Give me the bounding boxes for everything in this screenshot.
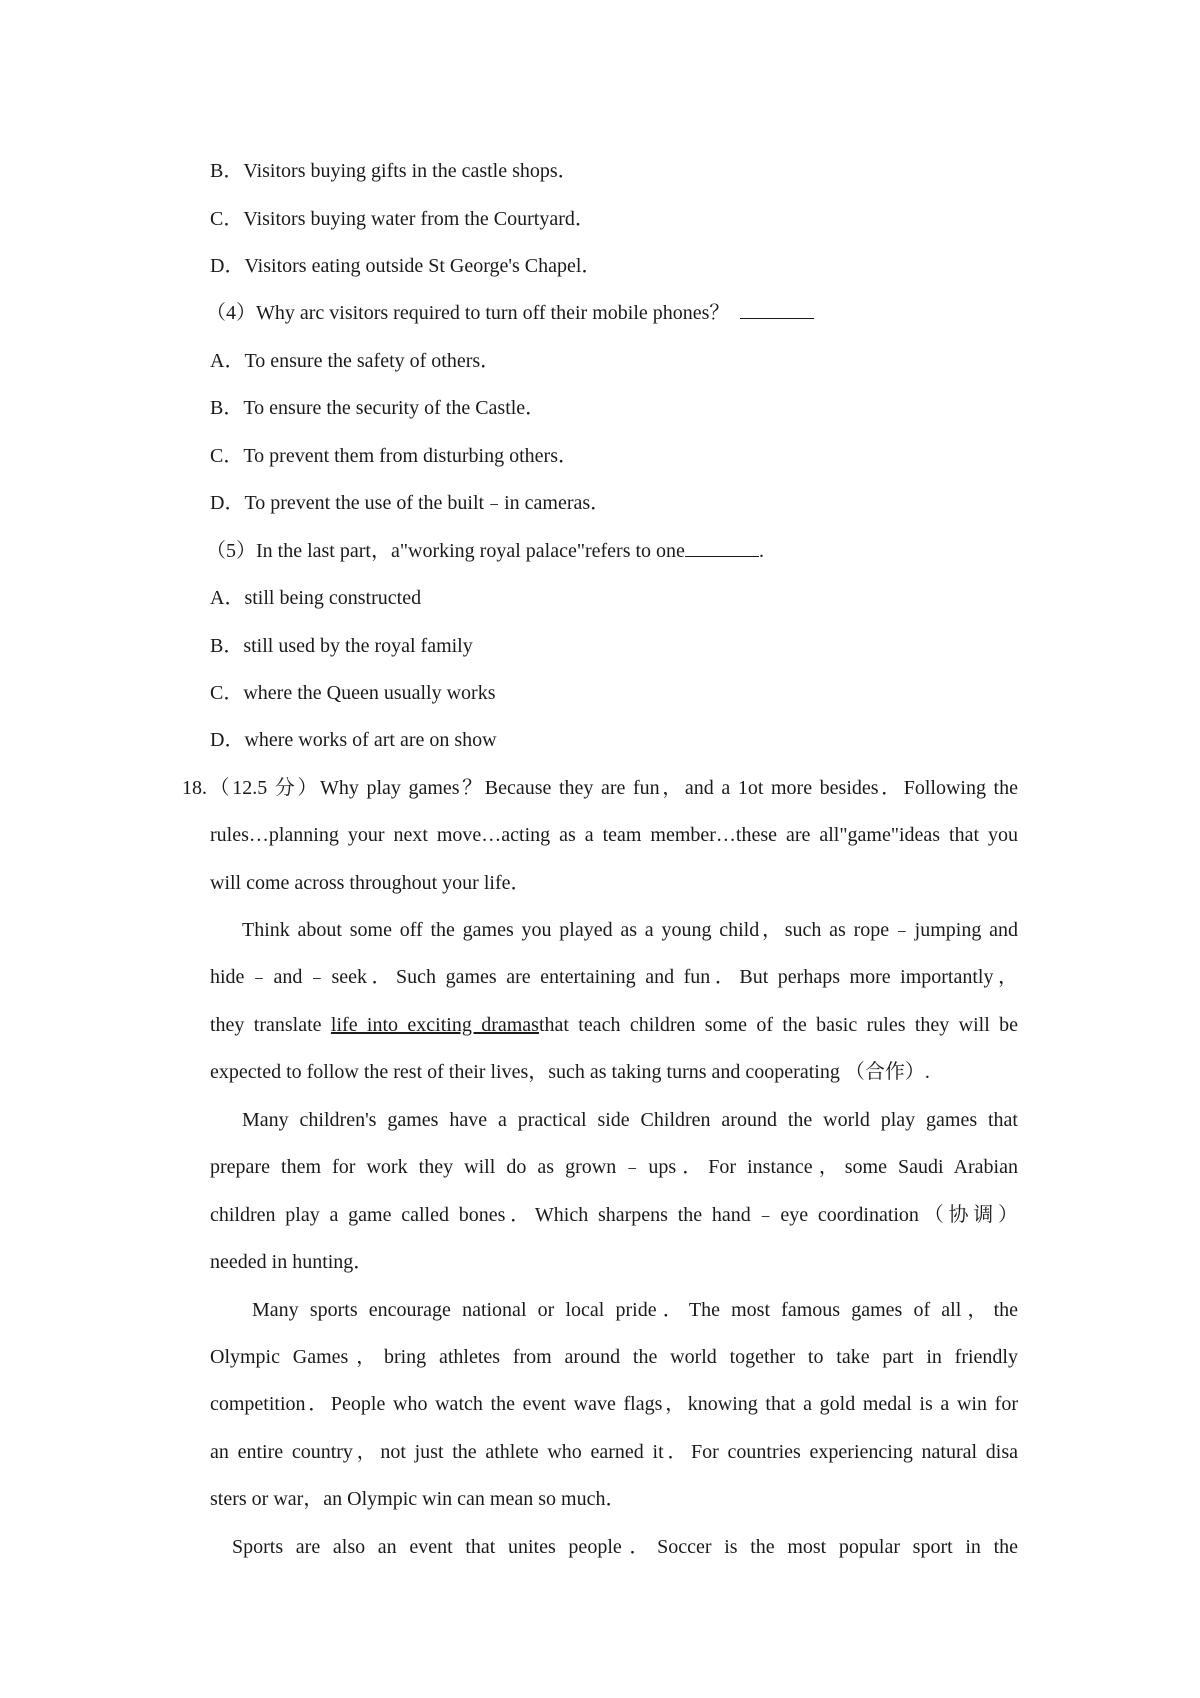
p2-line-4: needed in hunting． bbox=[210, 1251, 374, 1273]
q4-stem bbox=[206, 300, 814, 326]
p3-line-4: an entire country，not just the athlete who earned it．For countries experiencing natural disa bbox=[210, 1441, 1018, 1463]
p1-line-2: hide﹣and﹣seek．Such games are entertaining and fun．But perhaps more importantly， bbox=[210, 966, 1018, 988]
q4-stem-text: （4）Why arc visitors required to turn off their mobile phones？ bbox=[206, 302, 730, 324]
p2-line-2: prepare them for work they will do as grown﹣ups．For instance，some Saudi Arabian bbox=[210, 1156, 1018, 1178]
p3-line-5: sters or war，an Olympic win can mean so much． bbox=[210, 1488, 626, 1510]
q5-option-b: B．still used by the royal family bbox=[210, 635, 473, 657]
q18-line-1: 18.（12.5 分）Why play games？Because they are fun，and a 1ot more besides．Following the bbox=[182, 777, 1018, 799]
p1-line-3-post: that teach children some of the basic rules they will be bbox=[538, 1014, 1018, 1036]
p1-line-3 bbox=[210, 1012, 1018, 1038]
q5-option-a: A．still being constructed bbox=[210, 587, 422, 609]
q5-option-c: C．where the Queen usually works bbox=[210, 682, 496, 704]
p3-line-1: Many sports encourage national or local pride．The most famous games of all，the bbox=[252, 1299, 1018, 1321]
q3-option-c: C．Visitors buying water from the Courtyard． bbox=[210, 208, 595, 230]
p3-line-2: Olympic Games，bring athletes from around the world together to take part in friendly bbox=[210, 1346, 1018, 1368]
q5-answer-blank bbox=[685, 538, 759, 557]
q18-line-2: rules…planning your next move…acting as a team member…these are all"game"ideas that you bbox=[210, 824, 1018, 846]
p2-line-3: children play a game called bones．Which sharpens the hand﹣eye coordination（协调） bbox=[210, 1204, 1018, 1226]
q5-stem-text: （5）In the last part，a"working royal palace"refers to one bbox=[206, 540, 685, 562]
q5-option-d: D．where works of art are on show bbox=[210, 729, 497, 751]
p3-line-3: competition．People who watch the event wave flags，knowing that a gold medal is a win for bbox=[210, 1393, 1018, 1415]
q5-stem bbox=[206, 538, 764, 564]
p4-line-1: Sports are also an event that unites people．Soccer is the most popular sport in the bbox=[232, 1536, 1018, 1558]
p1-line-4: expected to follow the rest of their lives，such as taking turns and cooperating （合作）. bbox=[210, 1061, 930, 1083]
q4-option-d: D．To prevent the use of the built﹣in cameras． bbox=[210, 492, 611, 514]
p1-line-3-pre: they translate bbox=[210, 1014, 322, 1036]
p2-line-1: Many children's games have a practical side Children around the world play games that bbox=[242, 1109, 1018, 1131]
q4-option-c: C．To prevent them from disturbing others． bbox=[210, 445, 578, 467]
underlined-phrase: life into exciting dramas bbox=[330, 1014, 539, 1036]
q4-answer-blank bbox=[740, 300, 814, 319]
q18-line-3: will come across throughout your life． bbox=[210, 872, 531, 894]
q5-stem-end: . bbox=[758, 540, 764, 562]
q3-option-d: D．Visitors eating outside St George's Chapel． bbox=[210, 255, 602, 277]
q4-option-a: A．To ensure the safety of others． bbox=[210, 350, 501, 372]
p1-line-1: Think about some off the games you played as a young child，such as rope﹣jumping and bbox=[242, 919, 1018, 941]
q4-option-b: B．To ensure the security of the Castle． bbox=[210, 397, 546, 419]
q3-option-b: B．Visitors buying gifts in the castle shops． bbox=[210, 160, 578, 182]
